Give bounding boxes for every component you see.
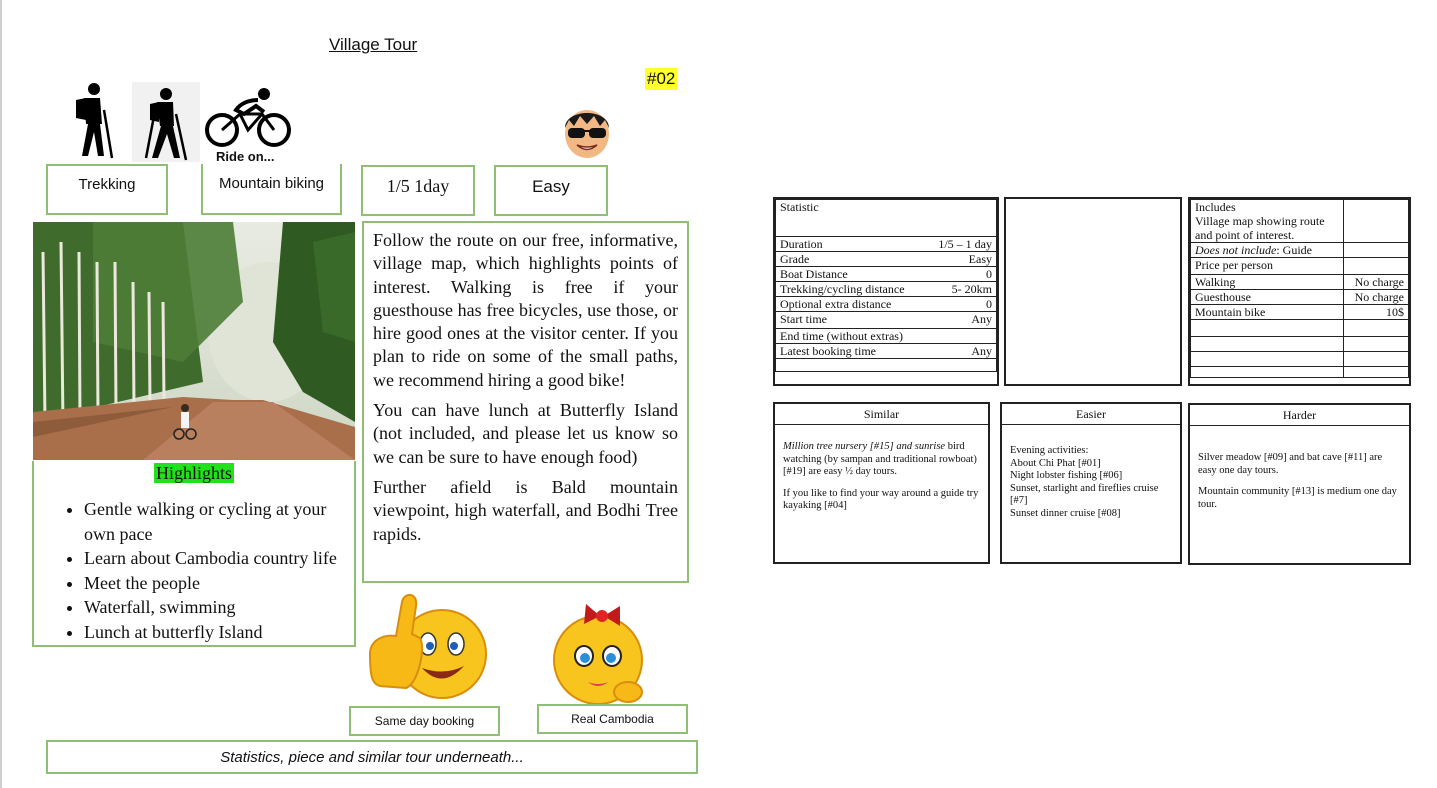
highlights-title: Highlights (155, 463, 232, 483)
easier-line: About Chi Phat [#01] (1010, 457, 1101, 469)
footer-note: Statistics, piece and similar tour underneath... (46, 740, 698, 774)
blank-map-panel (1004, 197, 1182, 386)
highlight-item: • Lunch at butterfly Island (84, 620, 352, 645)
real-cambodia-badge: Real Cambodia (537, 704, 688, 734)
harder-title: Harder (1190, 405, 1409, 426)
statistic-table (775, 199, 997, 372)
similar-panel (773, 402, 990, 564)
highlights-box (32, 461, 356, 647)
includes-text: Village map showing route and point of interest. (1195, 214, 1325, 242)
highlight-item: • Waterfall, swimming (84, 595, 352, 620)
easier-line: Night lobster fishing [#06] (1010, 470, 1123, 481)
difficulty-tag: Easy (494, 165, 608, 216)
duration-tag: 1/5 1day (361, 165, 475, 216)
same-day-booking-badge: Same day booking (349, 706, 500, 736)
statistic-header: Statistic (776, 200, 997, 237)
table-row: Duration 1/5 – 1 day (776, 237, 997, 252)
thumbs-up-emoji-icon (366, 588, 490, 706)
similar-italic-text: Million tree nursery [#15] and sunrise (783, 441, 946, 452)
girl-emoji-icon (548, 604, 652, 706)
mountain-biking-tag: Mountain biking (201, 164, 342, 215)
description-paragraph: Further afield is Bald mountain viewpoint, high waterfall, and Bodhi Tree rapids. (373, 476, 678, 544)
highlight-item: • Gentle walking or cycling at your own pace (84, 497, 352, 546)
description-box (362, 221, 689, 583)
trekking-tag: Trekking (46, 164, 168, 215)
highlight-item: • Meet the people (84, 571, 352, 596)
easier-line: Sunset dinner cruise [#08] (1010, 507, 1121, 519)
hiker-icon (64, 80, 124, 160)
price-header: Price per person (1191, 258, 1344, 275)
easier-panel (1000, 402, 1182, 564)
table-row: Start time Any (776, 312, 997, 329)
similar-text: If you like to find your way around a guide try kayaking [#04] (783, 487, 979, 511)
harder-text: Mountain community [#13] is medium one day tour. (1198, 486, 1397, 510)
similar-text: bird watching (by sampan and traditional rowboat) [#19] are easy ½ day tours. (783, 441, 977, 477)
not-include-label: Does not include (1195, 243, 1277, 257)
similar-title: Similar (775, 404, 988, 425)
easier-line: Evening activities: (1010, 445, 1089, 456)
harder-panel (1188, 403, 1411, 565)
easier-title: Easier (1002, 404, 1180, 425)
table-row: Optional extra distance 0 (776, 297, 997, 312)
table-row: Trekking/cycling distance 5- 20km (776, 282, 997, 297)
not-include-value: : Guide (1276, 243, 1312, 257)
village-road-photo (33, 222, 355, 460)
highlights-list (56, 497, 352, 644)
table-row: Latest booking time Any (776, 344, 997, 359)
harder-text: Silver meadow [#09] and bat cave [#11] are easy one day tours. (1198, 452, 1383, 476)
highlight-item: • Learn about Cambodia country life (84, 546, 352, 571)
table-row: Mountain bike 10$ (1191, 305, 1409, 320)
easier-line: Sunset, starlight and fireflies cruise [#7] (1010, 482, 1159, 506)
table-row: End time (without extras) (776, 329, 997, 344)
page-title: Village Tour (329, 35, 418, 54)
cyclist-icon (204, 86, 294, 152)
table-row: Guesthouse No charge (1191, 290, 1409, 305)
table-row: Walking No charge (1191, 275, 1409, 290)
sunglasses-face-icon (560, 102, 614, 160)
table-row: Grade Easy (776, 252, 997, 267)
description-paragraph: You can have lunch at Butterfly Island (not included, and please let us know so we can be sure to have enough food) (373, 400, 678, 467)
includes-table (1190, 199, 1409, 378)
page-edge (0, 0, 2, 788)
hiker-with-poles-icon (140, 86, 196, 162)
includes-header: Includes (1195, 200, 1236, 214)
ride-on-caption: Ride on... (216, 149, 275, 164)
table-row: Boat Distance 0 (776, 267, 997, 282)
description-paragraph: Follow the route on our free, informative, village map, which highlights points of interest. Walking is free if your guesthouse has free bicycles, use those, or hire good ones at the visitor center. If you plan to ride on some of the small paths, we recommend hiring a good bike! (373, 230, 678, 390)
tour-number-tag: #02 (647, 69, 676, 88)
